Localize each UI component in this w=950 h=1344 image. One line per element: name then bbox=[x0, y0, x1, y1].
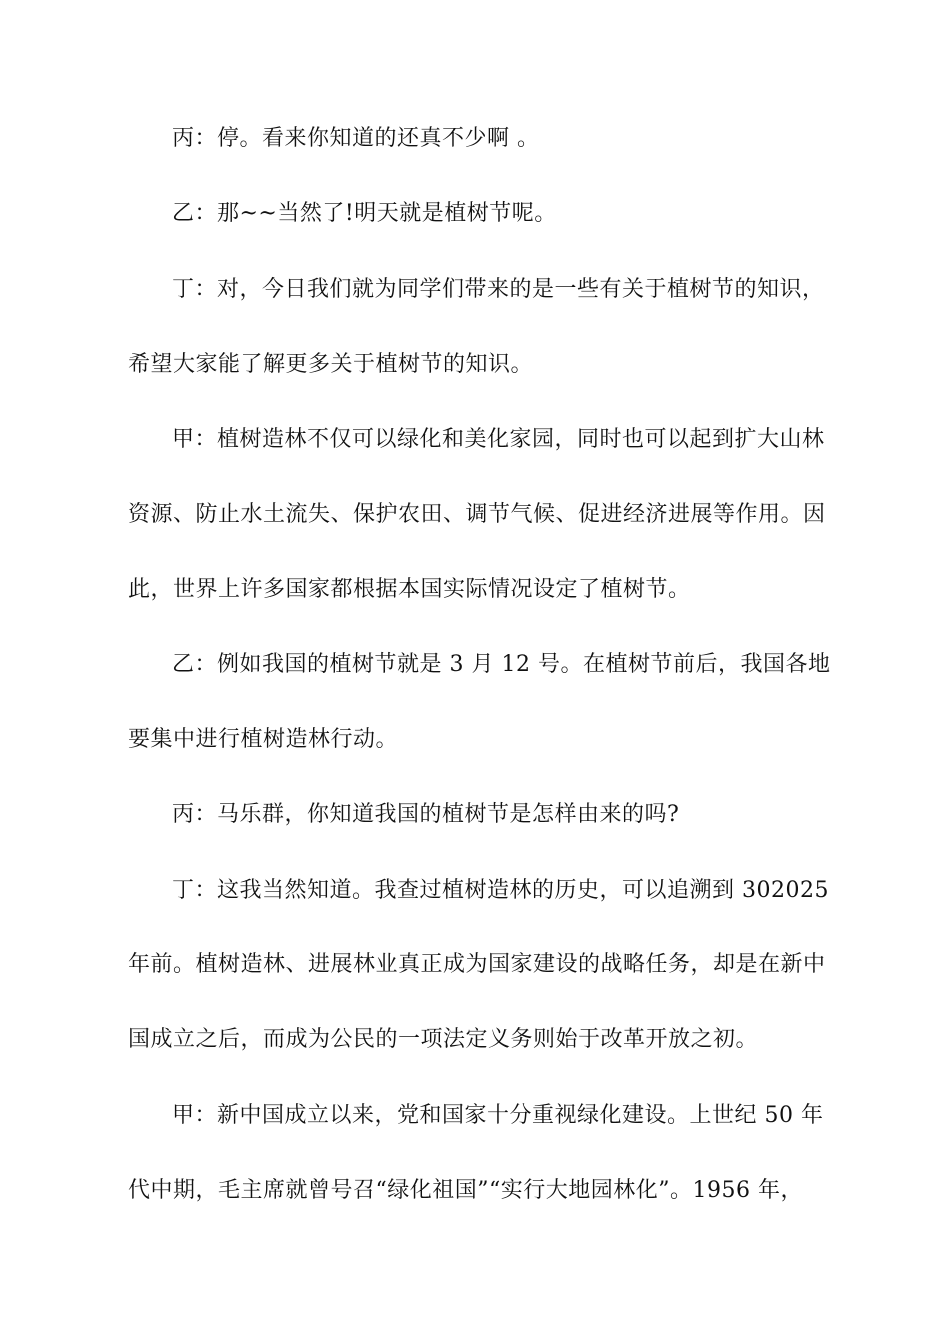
paragraph-line: 国成立之后，而成为公民的一项法定义务则始于改革开放之初。 bbox=[128, 1027, 759, 1052]
paragraph-line: 要集中进行植树造林行动。 bbox=[128, 727, 399, 752]
paragraph-line: 甲：新中国成立以来，党和国家十分重视绿化建设。上世纪 50 年 bbox=[172, 1103, 824, 1128]
paragraph-line: 丁：对，今日我们就为同学们带来的是一些有关于植树节的知识， bbox=[172, 277, 825, 302]
paragraph-line: 代中期，毛主席就曾号召“绿化祖国”“实行大地园林化”。1956 年， bbox=[128, 1178, 803, 1203]
paragraph-line: 此，世界上许多国家都根据本国实际情况设定了植树节。 bbox=[128, 577, 691, 602]
paragraph-line: 甲：植树造林不仅可以绿化和美化家园，同时也可以起到扩大山林 bbox=[172, 427, 825, 452]
paragraph-line: 希望大家能了解更多关于植树节的知识。 bbox=[128, 352, 534, 377]
paragraph-line: 乙：那~~当然了!明天就是植树节呢。 bbox=[172, 201, 557, 226]
paragraph-line: 乙：例如我国的植树节就是 3 月 12 号。在植树节前后，我国各地 bbox=[172, 652, 831, 677]
paragraph-line: 丁：这我当然知道。我查过植树造林的历史，可以追溯到 302025 bbox=[172, 878, 829, 903]
paragraph-line: 丙：马乐群，你知道我国的植树节是怎样由来的吗? bbox=[172, 802, 680, 827]
paragraph-line: 年前。植树造林、进展林业真正成为国家建设的战略任务，却是在新中 bbox=[128, 952, 826, 977]
paragraph-line: 资源、防止水土流失、保护农田、调节气候、促进经济进展等作用。因 bbox=[128, 502, 826, 527]
paragraph-line: 丙：停。看来你知道的还真不少啊 。 bbox=[172, 126, 540, 151]
